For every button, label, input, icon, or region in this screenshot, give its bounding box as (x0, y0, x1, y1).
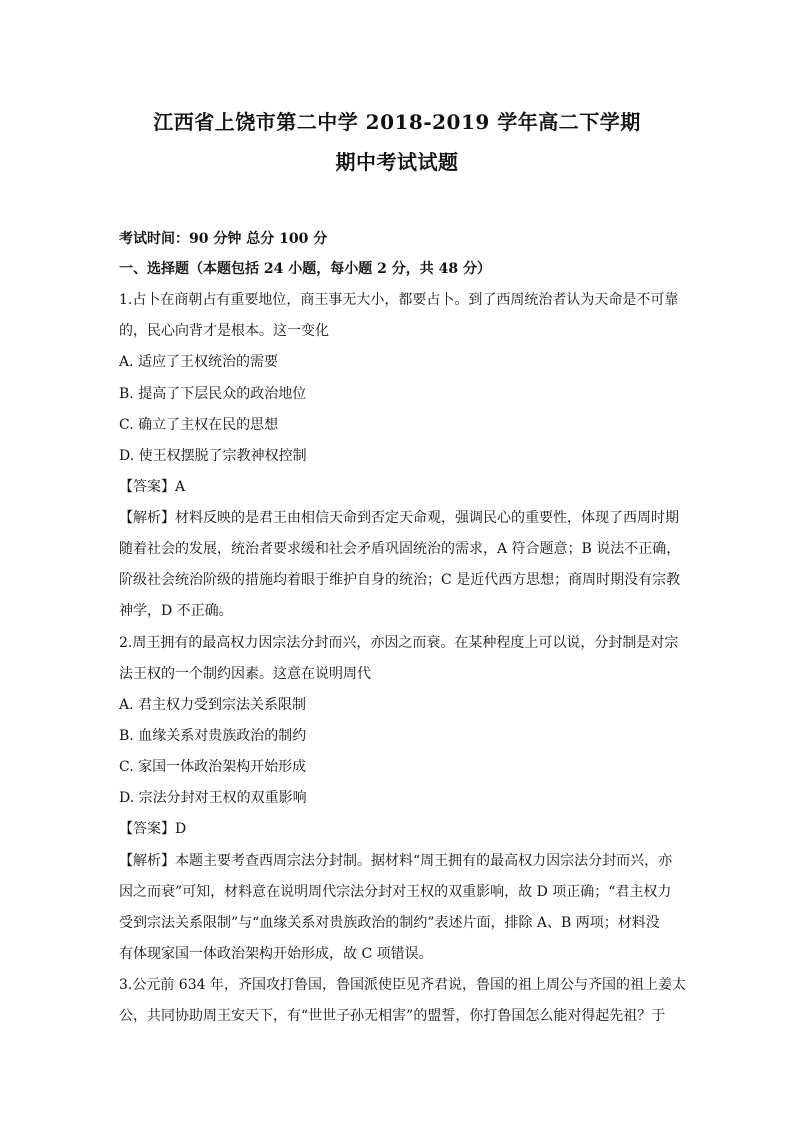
exam-info: 考试时间：90 分钟 总分 100 分 (119, 231, 328, 247)
q1-explanation-line2: 随着社会的发展，统治者要求缓和社会矛盾巩固统治的需求，A 符合题意；B 说法不正确， (119, 541, 681, 557)
q1-option-b: B. 提高了下层民众的政治地位 (119, 386, 307, 402)
q1-option-a: A. 适应了王权统治的需要 (119, 354, 279, 370)
q1-answer: 【答案】A (119, 479, 186, 495)
q1-explanation-line1: 【解析】材料反映的是君王由相信天命到否定天命观，强调民心的重要性，体现了西周时期 (119, 510, 679, 526)
q1-option-c: C. 确立了主权在民的思想 (119, 417, 279, 433)
q3-stem-line1: 3.公元前 634 年，齐国攻打鲁国，鲁国派使臣见齐君说，鲁国的祖上周公与齐国的祖上姜太 (119, 977, 686, 993)
q1-explanation-line3: 阶级社会统治阶级的措施均着眼于维护自身的统治；C 是近代西方思想；商周时期没有宗教 (119, 572, 681, 588)
q2-option-a: A. 君主权力受到宗法关系限制 (119, 697, 307, 713)
q2-explanation-line4: 有体现家国一体政治架构开始形成，故 C 项错误。 (119, 946, 433, 962)
q2-explanation-line3: 受到宗法关系限制”与“血缘关系对贵族政治的制约”表述片面，排除 A、B 两项；材料没 (119, 915, 660, 931)
q2-stem-line1: 2.周王拥有的最高权力因宗法分封而兴，亦因之而衰。在某种程度上可以说，分封制是对宗 (119, 635, 679, 651)
q2-option-b: B. 血缘关系对贵族政治的制约 (119, 728, 307, 744)
q2-option-c: C. 家国一体政治架构开始形成 (119, 759, 307, 775)
document-title-line1: 江西省上饶市第二中学 2018-2019 学年高二下学期 (153, 110, 641, 134)
q1-stem-line2: 的，民心向背才是根本。这一变化 (119, 323, 329, 339)
q2-option-d: D. 宗法分封对王权的双重影响 (119, 790, 307, 806)
q1-option-d: D. 使王权摆脱了宗教神权控制 (119, 448, 307, 464)
q1-explanation-line4: 神学，D 不正确。 (119, 603, 233, 619)
q3-stem-line2: 公，共同协助周王安天下，有“世世子孙无相害”的盟誓，你打鲁国怎么能对得起先祖？于 (119, 1008, 666, 1024)
q2-answer: 【答案】D (119, 821, 187, 837)
q2-stem-line2: 法王权的一个制约因素。这意在说明周代 (119, 666, 371, 682)
q1-stem-line1: 1.占卜在商朝占有重要地位，商王事无大小，都要占卜。到了西周统治者认为天命是不可靠 (119, 292, 679, 308)
q2-explanation-line1: 【解析】本题主要考查西周宗法分封制。据材料“周王拥有的最高权力因宗法分封而兴，亦 (119, 853, 673, 869)
document-title-line2: 期中考试试题 (335, 150, 459, 174)
section-header: 一、选择题（本题包括 24 小题，每小题 2 分，共 48 分） (119, 261, 491, 277)
q2-explanation-line2: 因之而衰”可知，材料意在说明周代宗法分封对王权的双重影响，故 D 项正确；“君主权力 (119, 884, 672, 900)
